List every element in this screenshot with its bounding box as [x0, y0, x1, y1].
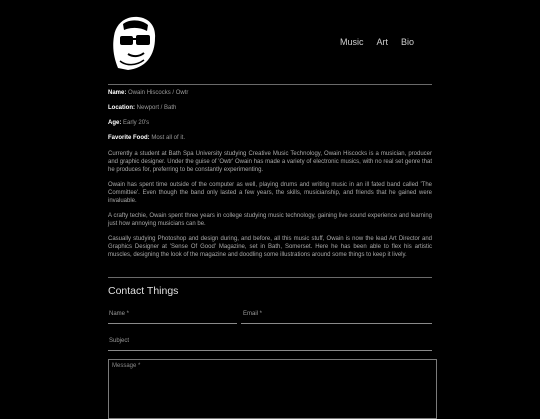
location-field — [108, 104, 432, 112]
name-label: Name: — [108, 90, 127, 96]
location-value: Newport / Bath — [136, 105, 177, 111]
name-input[interactable]: Name * — [109, 311, 130, 317]
email-input[interactable]: Email * — [243, 311, 263, 317]
message-placeholder: Message * — [112, 363, 141, 369]
food-value: Most all of it. — [151, 135, 186, 141]
bio-paragraph: Casually studying Photoshop and design during, and before, all this music stuff, Owain is now the lead Art Director and Graphics Designer at 'Sense Of Good' Magazine, set in Bath, Somerset. Here he has been able to flex his artistic muscles, designing the look of the magazine and doodling some illustrations around some things to keep it lively. — [108, 236, 432, 258]
name-input-underline — [108, 323, 237, 324]
bio-paragraph: Currently a student at Bath Spa University studying Creative Music Technology, Owain Hiscocks is a musician, producer and graphic designer. Under the guise of 'Owtr' Owain has made a variety of electronic musics, with no real set genre that he produces for, preferring to be constantly experimenting. — [108, 151, 432, 173]
main-nav — [340, 37, 414, 47]
name-field — [108, 89, 432, 97]
nav-art[interactable]: Art — [376, 37, 388, 47]
age-label: Age: — [108, 120, 122, 126]
profile-section — [108, 89, 432, 266]
bio-text — [108, 150, 432, 259]
nav-music[interactable]: Music — [339, 37, 364, 47]
email-input-underline — [241, 323, 432, 324]
bio-paragraph: Owain has spent time outside of the computer as well, playing drums and writing music in an ill fated band called 'The Committee'. Even though the band only lasted a few years, the skills, musicianship, and friends that he gained were invaluable. — [108, 182, 432, 204]
food-label: Favorite Food: — [108, 135, 150, 141]
contact-title: Contact Things — [108, 285, 179, 297]
food-field — [108, 134, 432, 142]
subject-input[interactable]: Subject — [109, 338, 130, 344]
age-value: Early 20's — [123, 120, 150, 126]
name-value: Owain Hiscocks / Owtr — [128, 90, 189, 96]
nav-bio[interactable]: Bio — [400, 37, 414, 47]
face-logo-icon[interactable] — [110, 14, 160, 74]
top-divider — [108, 84, 432, 85]
location-label: Location: — [108, 105, 135, 111]
contact-divider — [108, 277, 432, 278]
message-textarea[interactable] — [108, 359, 437, 419]
bio-paragraph: A crafty techie, Owain spent three years in college studying music technology, gaining live sound experience and learning just how annoying musicians can be. — [108, 213, 432, 227]
subject-input-underline — [108, 350, 432, 351]
age-field — [108, 119, 432, 127]
